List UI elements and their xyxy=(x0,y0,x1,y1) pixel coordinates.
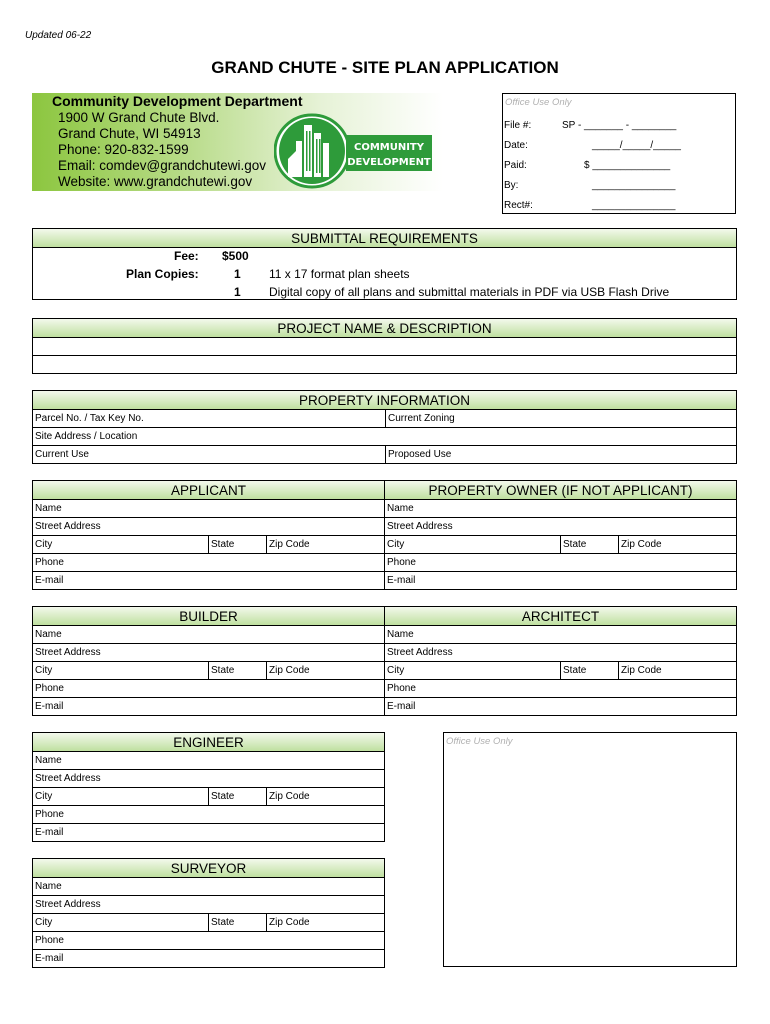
applicant-heading: APPLICANT xyxy=(33,481,384,500)
architect-street-field[interactable]: Street Address xyxy=(387,647,453,658)
by-value[interactable]: _______________ xyxy=(592,180,676,191)
logo-text-line2: DEVELOPMENT xyxy=(347,157,431,168)
surveyor-heading: SURVEYOR xyxy=(33,859,384,878)
file-number-value[interactable]: SP - _______ - ________ xyxy=(562,120,677,131)
builder-state-field[interactable]: State xyxy=(208,662,266,679)
project-heading: PROJECT NAME & DESCRIPTION xyxy=(33,319,736,338)
property-row-parcel xyxy=(33,410,736,428)
proposed-use-field[interactable]: Proposed Use xyxy=(385,446,736,463)
architect-section xyxy=(384,606,737,716)
owner-name-field[interactable]: Name xyxy=(387,503,414,514)
office-use-notes-caption: Office Use Only xyxy=(446,736,513,747)
surveyor-zip-field[interactable]: Zip Code xyxy=(266,914,384,931)
dept-address-line1: 1900 W Grand Chute Blvd. xyxy=(58,110,220,125)
architect-heading: ARCHITECT xyxy=(385,607,736,626)
builder-phone-field[interactable]: Phone xyxy=(35,683,64,694)
department-name: Community Development Department xyxy=(52,93,303,109)
surveyor-street-field[interactable]: Street Address xyxy=(35,899,101,910)
office-use-notes-box xyxy=(443,732,737,967)
architect-phone-field[interactable]: Phone xyxy=(387,683,416,694)
architect-zip-field[interactable]: Zip Code xyxy=(618,662,736,679)
plan-copies-count-1: 1 xyxy=(234,267,241,281)
dept-address-line2: Grand Chute, WI 54913 xyxy=(58,126,201,141)
dept-email: Email: comdev@grandchutewi.gov xyxy=(58,158,267,173)
engineer-heading: ENGINEER xyxy=(33,733,384,752)
applicant-city-field[interactable]: City xyxy=(35,539,53,550)
parcel-field[interactable]: Parcel No. / Tax Key No. xyxy=(35,413,144,424)
property-owner-heading: PROPERTY OWNER (IF NOT APPLICANT) xyxy=(385,481,736,500)
applicant-zip-field[interactable]: Zip Code xyxy=(266,536,384,553)
builder-section xyxy=(32,606,385,716)
rect-label: Rect#: xyxy=(504,200,533,211)
architect-state-field[interactable]: State xyxy=(560,662,618,679)
builder-heading: BUILDER xyxy=(33,607,384,626)
engineer-section xyxy=(32,732,385,842)
submittal-heading: SUBMITTAL REQUIREMENTS xyxy=(33,229,736,248)
engineer-phone-field[interactable]: Phone xyxy=(35,809,64,820)
property-row-use xyxy=(33,446,736,464)
applicant-name-field[interactable]: Name xyxy=(35,503,62,514)
property-heading: PROPERTY INFORMATION xyxy=(33,391,736,410)
project-section xyxy=(32,318,737,374)
dept-phone: Phone: 920-832-1599 xyxy=(58,142,189,157)
by-label: By: xyxy=(504,180,519,191)
plan-copies-label: Plan Copies: xyxy=(126,267,199,281)
owner-zip-field[interactable]: Zip Code xyxy=(618,536,736,553)
file-number-label: File #: xyxy=(504,120,532,131)
plan-copies-desc-2: Digital copy of all plans and submittal materials in PDF via USB Flash Drive xyxy=(269,285,670,299)
surveyor-email-field[interactable]: E-mail xyxy=(35,953,64,964)
surveyor-state-field[interactable]: State xyxy=(208,914,266,931)
fee-label: Fee: xyxy=(174,249,199,263)
owner-email-field[interactable]: E-mail xyxy=(387,575,416,586)
engineer-name-field[interactable]: Name xyxy=(35,755,62,766)
office-use-caption: Office Use Only xyxy=(505,97,572,108)
fee-value: $500 xyxy=(222,249,249,263)
builder-city-field[interactable]: City xyxy=(35,665,53,676)
applicant-state-field[interactable]: State xyxy=(208,536,266,553)
project-description-line[interactable] xyxy=(33,356,736,373)
applicant-street-field[interactable]: Street Address xyxy=(35,521,101,532)
dept-website: Website: www.grandchutewi.gov xyxy=(58,174,253,189)
applicant-phone-field[interactable]: Phone xyxy=(35,557,64,568)
updated-note: Updated 06-22 xyxy=(25,30,92,41)
architect-email-field[interactable]: E-mail xyxy=(387,701,416,712)
property-owner-section xyxy=(384,480,737,590)
office-use-box xyxy=(502,93,736,214)
surveyor-section xyxy=(32,858,385,968)
engineer-email-field[interactable]: E-mail xyxy=(35,827,64,838)
applicant-email-field[interactable]: E-mail xyxy=(35,575,64,586)
property-row-site xyxy=(33,428,736,446)
builder-name-field[interactable]: Name xyxy=(35,629,62,640)
owner-state-field[interactable]: State xyxy=(560,536,618,553)
surveyor-name-field[interactable]: Name xyxy=(35,881,62,892)
engineer-zip-field[interactable]: Zip Code xyxy=(266,788,384,805)
owner-phone-field[interactable]: Phone xyxy=(387,557,416,568)
architect-city-field[interactable]: City xyxy=(387,665,405,676)
builder-zip-field[interactable]: Zip Code xyxy=(266,662,384,679)
paid-value[interactable]: $ ______________ xyxy=(584,160,671,171)
engineer-street-field[interactable]: Street Address xyxy=(35,773,101,784)
date-value[interactable]: _____/_____/_____ xyxy=(592,140,681,151)
applicant-section xyxy=(32,480,385,590)
property-information-section xyxy=(32,390,737,464)
community-development-logo xyxy=(274,113,434,189)
architect-name-field[interactable]: Name xyxy=(387,629,414,640)
plan-copies-desc-1: 11 x 17 format plan sheets xyxy=(269,267,410,281)
owner-city-field[interactable]: City xyxy=(387,539,405,550)
builder-email-field[interactable]: E-mail xyxy=(35,701,64,712)
site-address-field[interactable]: Site Address / Location xyxy=(35,431,138,442)
project-name-line[interactable] xyxy=(33,338,736,356)
engineer-city-field[interactable]: City xyxy=(35,791,53,802)
rect-value[interactable]: _______________ xyxy=(592,200,676,211)
surveyor-city-field[interactable]: City xyxy=(35,917,53,928)
plan-copies-count-2: 1 xyxy=(234,285,241,299)
page-title: GRAND CHUTE - SITE PLAN APPLICATION xyxy=(211,58,559,77)
builder-street-field[interactable]: Street Address xyxy=(35,647,101,658)
engineer-state-field[interactable]: State xyxy=(208,788,266,805)
logo-text-line1: COMMUNITY xyxy=(353,142,425,153)
owner-street-field[interactable]: Street Address xyxy=(387,521,453,532)
zoning-field[interactable]: Current Zoning xyxy=(385,410,736,427)
date-label: Date: xyxy=(504,140,528,151)
surveyor-phone-field[interactable]: Phone xyxy=(35,935,64,946)
paid-label: Paid: xyxy=(504,160,527,171)
current-use-field[interactable]: Current Use xyxy=(35,449,89,460)
